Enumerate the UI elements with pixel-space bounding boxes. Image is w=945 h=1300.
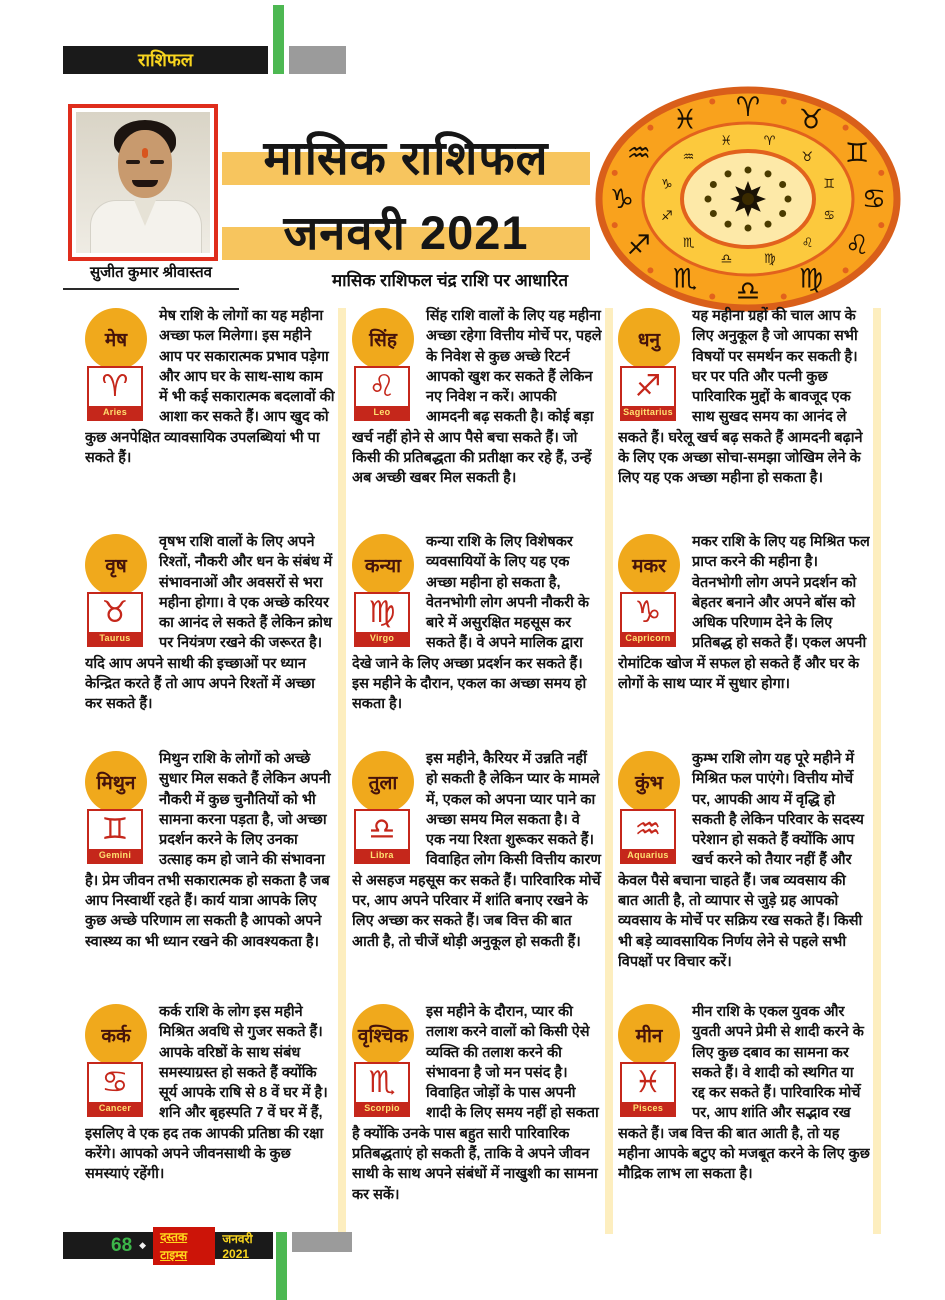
sign-section-gemini [85, 749, 335, 1002]
sign-name-hindi: मकर [632, 556, 666, 577]
magazine-name: दस्तक टाइम्स [160, 1229, 188, 1262]
horoscope-column-3 [618, 306, 870, 1230]
libra-icon: ♎ [368, 813, 396, 846]
author-portrait [76, 112, 210, 253]
svg-text:♑: ♑ [609, 184, 635, 214]
svg-text:♎: ♎ [735, 276, 761, 306]
sign-badge-sagittarius [618, 308, 684, 421]
sign-section-scorpio [352, 1002, 602, 1230]
sign-name-hindi: कर्क [101, 1026, 131, 1047]
sign-name-hindi: मीन [635, 1026, 663, 1047]
sign-name-english: Scorpio [356, 1102, 408, 1115]
zodiac-wheel-image [592, 85, 904, 313]
horoscope-text-scorpio: इस महीने के दौरान, प्यार की तलाश करने वालों को किसी ऐसे व्यक्ति की तलाश करने की संभावना है जो मन पसंद है। विवाहित जोड़ों के पास अपनी शादी के लिए समय नहीं हो सकता है क्योंकि उनके पास बहुत सारी पारिवारिक प्रतिबद्धताएं हो सकती हैं, ताकि वे अपने जीवन साथी के साथ अपने संबंधों में नाखुशी का सामना कर सकें। [352, 1004, 599, 1203]
scorpio-icon: ♏ [368, 1066, 396, 1099]
svg-text:♊: ♊ [823, 176, 835, 192]
sign-badge-aries [85, 308, 151, 421]
horoscope-text-gemini: मिथुन राशि के लोगों को अच्छे सुधार मिल सकते हैं लेकिन अपनी नौकरी में कुछ चुनौतियों को भी सामना करना पड़ता है, जो अच्छा प्रदर्शन करने के लिए उनका उत्साह कम हो जाने की संभावना है। प्रेम जीवन तभी सकारात्मक हो सकता है जब आप निस्वार्थी रहते हैं। कार्य यात्रा आपके लिए कुछ अच्छे परिणाम ला सकती है आपको अपने स्वास्थ्य का भी ध्यान रखने की आवश्यकता है। [85, 751, 331, 950]
aries-icon: ♈ [101, 370, 129, 403]
svg-text:♏: ♏ [682, 235, 695, 251]
page-subtitle: मासिक राशिफल चंद्र राशि पर आधारित [331, 271, 569, 290]
horoscope-text-leo: सिंह राशि वालों के लिए यह महीना अच्छा रहेगा वित्तीय मोर्चे पर, पहले के निवेश से कुछ अच्छे रिटर्न आपको खुश कर सकते हैं लेकिन नए निवेश न करें। आपकी आमदनी बढ़ सकती है। कोई बड़ा खर्च नहीं होने से आप पैसे बचा सकते हैं। जो किसी की प्रतिबद्धता की प्रतीक्षा कर रहे हैं, उन्हें अब अच्छी खबर मिल सकती है। [352, 308, 602, 487]
footer-bar [63, 1229, 273, 1262]
sign-name-hindi: तुला [368, 773, 398, 794]
svg-text:♑: ♑ [660, 176, 673, 192]
sign-badge-virgo [352, 534, 418, 647]
sign-section-leo [352, 306, 602, 532]
aquarius-icon: ♒ [634, 813, 662, 846]
svg-text:♉: ♉ [801, 148, 814, 164]
svg-text:♌: ♌ [845, 230, 870, 260]
sign-name-hindi: कन्या [364, 556, 402, 577]
sign-name-english: Cancer [89, 1102, 141, 1115]
svg-text:♋: ♋ [861, 184, 887, 214]
svg-text:♋: ♋ [823, 207, 836, 223]
sign-name-hindi: मिथुन [96, 773, 136, 794]
sign-badge-leo [352, 308, 418, 421]
page-number: 68 [111, 1234, 133, 1256]
sagittarius-icon: ♐ [634, 370, 662, 403]
author-photo [68, 104, 218, 261]
sign-name-english: Virgo [356, 632, 408, 645]
green-accent-bar-bottom [276, 1232, 287, 1300]
sign-section-capricorn [618, 532, 870, 749]
sign-name-english: Aquarius [622, 849, 674, 862]
virgo-icon: ♍ [368, 596, 396, 629]
section-tag-label: राशिफल [137, 50, 193, 70]
horoscope-column-2 [352, 306, 602, 1230]
column-divider-2 [605, 308, 613, 1234]
capricorn-icon: ♑ [634, 596, 662, 629]
svg-text:♍: ♍ [798, 263, 824, 294]
horoscope-column-1 [85, 306, 335, 1230]
sign-name-english: Capricorn [622, 632, 674, 645]
sign-badge-aquarius [618, 751, 684, 864]
horoscope-text-capricorn: मकर राशि के लिए यह मिश्रित फल प्राप्त करने की महीना है। वेतनभोगी लोग अपने प्रदर्शन को बेहतर बनाने और अपने बॉस को अधिक परिणाम देने के लिए प्रतिबद्ध हो सकते हैं। एकल अपनी रोमांटिक खोज में सफल हो सकते हैं और घर के लोगों के साथ प्यार में सुधार होगा। [618, 534, 870, 693]
sign-badge-gemini [85, 751, 151, 864]
sign-badge-cancer [85, 1004, 151, 1117]
magazine-name-badge [153, 1227, 215, 1265]
gray-accent-box-bottom [292, 1232, 352, 1252]
sign-section-aquarius [618, 749, 870, 1002]
horoscope-text-pisces: मीन राशि के एकल युवक और युवती अपने प्रेमी से शादी करने के लिए कुछ दबाव का सामना कर सकते हैं। वे शादी को स्थगित या रद्द कर सकते हैं। पारिवारिक मोर्चे पर, आप शांति और सद्भाव रख सकते हैं। जब वित्त की बात आती है, तो यह महीना आपके बटुए को मजबूत करने के लिए कुछ मौद्रिक लाभ ला सकता है। [618, 1004, 870, 1183]
svg-text:♐: ♐ [661, 207, 673, 223]
svg-text:♌: ♌ [801, 235, 814, 251]
page-title-line2: जनवरी 2021 [283, 206, 529, 259]
sign-name-hindi: धनु [637, 330, 661, 351]
svg-text:♈: ♈ [735, 92, 761, 122]
section-tag-bar [63, 46, 268, 74]
svg-text:♒: ♒ [626, 138, 651, 168]
sign-section-aries [85, 306, 335, 532]
sign-name-hindi: कुंभ [635, 773, 663, 794]
sign-badge-libra [352, 751, 418, 864]
sign-section-libra [352, 749, 602, 1002]
leo-icon: ♌ [368, 370, 396, 403]
diamond-icon: ◆ [139, 1240, 147, 1250]
svg-text:♓: ♓ [672, 104, 698, 135]
pisces-icon: ♓ [634, 1066, 662, 1099]
horoscope-text-libra: इस महीने, कैरियर में उन्नति नहीं हो सकती है लेकिन प्यार के मामले में, एकल को अपना प्यार पाने का अच्छा समय मिल सकता है। वे एक नया रिश्ता शुरूकर सकते हैं। विवाहित लोग किसी वित्तीय कारण से असहज महसूस कर सकते हैं। पारिवारिक मोर्चे पर, आप अपने परिवार में शांति बनाए रखने के लिए अच्छा कर सकते हैं। जब वित्त की बात आती है, तो चीजें थोड़ी अनुकूल हो सकती हैं। [352, 751, 601, 950]
gray-accent-box-top [289, 46, 346, 74]
sign-name-hindi: सिंह [369, 330, 397, 351]
sign-name-english: Leo [356, 406, 408, 419]
svg-text:♉: ♉ [798, 104, 824, 135]
horoscope-text-virgo: कन्या राशि के लिए विशेषकर व्यवसायियों के लिए यह एक अच्छा महीना हो सकता है, वेतनभोगी लोग अपनी नौकरी के बारे में असुरक्षित महसूस कर सकते हैं। वे अपने मालिक द्वारा देखे जाने के लिए अच्छा प्रदर्शन कर सकते हैं। इस महीने के दौरान, एकल का अच्छा समय हो सकता है। [352, 534, 589, 713]
svg-text:♍: ♍ [764, 250, 776, 266]
sign-name-hindi: वृष [105, 556, 127, 577]
author-name: सुजीत कुमार श्रीवास्तव [63, 262, 239, 290]
sign-badge-taurus [85, 534, 151, 647]
svg-text:♓: ♓ [720, 133, 732, 149]
sign-badge-capricorn [618, 534, 684, 647]
sign-badge-scorpio [352, 1004, 418, 1117]
green-accent-bar-top [273, 5, 284, 74]
horoscope-text-taurus: वृषभ राशि वालों के लिए अपने रिश्तों, नौकरी और धन के संबंध में संभावनाओं और अवसरों से भरा महीना होगा। वे एक अच्छे करियर का आनंद ले सकते हैं लेकिन क्रोध पर नियंत्रण रखने की जरूरत है। यदि आप अपने साथी की इच्छाओं पर ध्यान केन्द्रित करते हैं तो आप अपने रिश्तों में अच्छा कर सकते हैं। [85, 534, 333, 713]
horoscope-text-aquarius: कुम्भ राशि लोग यह पूरे महीने में मिश्रित फल पाएंगे। वित्तीय मोर्चे पर, आपकी आय में वृद्धि हो सकती है लेकिन परिवार के सदस्य परेशान हो सकते हैं क्योंकि आप खर्च करने को तैयार नहीं हैं और केवल पैसे बचाना चाहते हैं। जब व्यवसाय की बात आती है, तो व्यापार से जुड़े ग्रह आपको व्यवसाय के मोर्चे पर सक्रिय रख सकते हैं। किसी भी बड़े व्यावसायिक निर्णय लेने से पहले सभी विपक्षों पर विचार करें। [618, 751, 864, 970]
sign-badge-pisces [618, 1004, 684, 1117]
column-divider-1 [338, 308, 346, 1234]
sign-name-english: Sagittarius [623, 407, 673, 417]
page-title-line1: मासिक राशिफल [263, 131, 549, 184]
horoscope-text-aries: मेष राशि के लोगों का यह महीना अच्छा फल मिलेगा। इस महीने आप पर सकारात्मक प्रभाव पड़ेगा और आप घर के साथ-साथ काम में भी कई सकारात्मक बदलावों की आशा कर सकते हैं। आप खुद को कुछ अनपेक्षित व्यावसायिक उपलब्धियां भी पा सकते हैं। [85, 308, 335, 467]
sign-section-pisces [618, 1002, 870, 1230]
svg-text:♈: ♈ [763, 133, 776, 149]
svg-text:♊: ♊ [845, 138, 870, 168]
horoscope-text-sagittarius: यह महीना ग्रहों की चाल आप के लिए अनुकूल है जो आपका सभी विषयों पर समर्थन कर सकती है। घर पर पति और पत्नी कुछ पारिवारिक मुद्दों के बावजूद एक साथ सुखद समय का आनंद ले सकते हैं। घरेलू खर्च बढ़ सकते हैं आमदनी बढ़ाने के लिए एक अच्छा सोचा-समझा जोखिम लेने के लिए यह एक अच्छा महीना हो सकता है। [618, 308, 863, 487]
sign-name-hindi: मेष [104, 330, 128, 351]
sign-name-english: Libra [356, 849, 408, 862]
sign-name-english: Aries [89, 406, 141, 419]
column-divider-3 [873, 308, 881, 1234]
sign-section-sagittarius [618, 306, 870, 532]
horoscope-text-cancer: कर्क राशि के लोग इस महीने मिश्रित अवधि से गुजर सकते हैं। आपके वरिष्ठों के साथ संबंध समस्याग्रस्त हो सकते हैं क्योंकि सूर्य आपके राषि से 8 वें घर में है। शनि और बृहस्पति 7 वें घर में हैं, इसलिए वे एक हद तक आपकी प्रतिष्ठा की रक्षा करेंगे। आपको अपने जीवनसाथी के कुछ समस्याएं रहेंगी। [85, 1004, 328, 1183]
issue-date: जनवरी 2021 [222, 1232, 253, 1261]
sign-section-taurus [85, 532, 335, 749]
svg-text:♏: ♏ [672, 263, 698, 294]
sign-name-english: Taurus [89, 632, 141, 645]
svg-text:♒: ♒ [682, 148, 695, 164]
sign-name-english: Pisces [622, 1102, 674, 1115]
taurus-icon: ♉ [101, 596, 129, 629]
svg-text:♎: ♎ [720, 250, 733, 266]
sign-name-hindi: वृश्चिक [357, 1026, 409, 1047]
cancer-icon: ♋ [101, 1066, 129, 1099]
gemini-icon: ♊ [101, 813, 129, 846]
sign-section-cancer [85, 1002, 335, 1230]
sign-name-english: Gemini [89, 849, 141, 862]
sign-section-virgo [352, 532, 602, 749]
svg-text:♐: ♐ [626, 230, 651, 260]
